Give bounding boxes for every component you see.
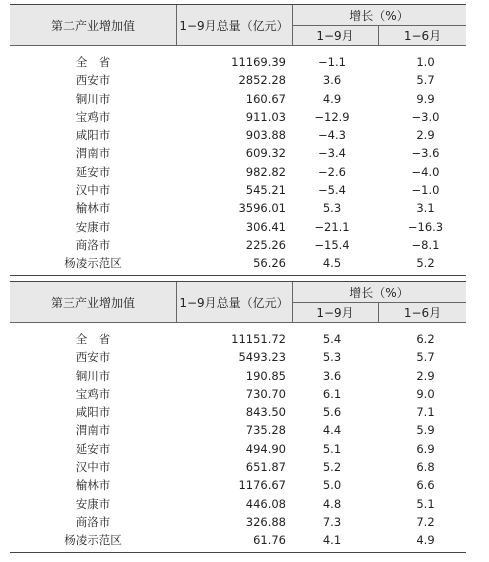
table-row bbox=[10, 440, 466, 458]
region-name: 汉中市 bbox=[75, 460, 111, 475]
growth-1-6-value: 2.9 bbox=[416, 128, 435, 143]
growth-1-6-value: 1.0 bbox=[416, 55, 435, 69]
growth-1-9-value: 3.6 bbox=[322, 368, 342, 383]
region-name: 全 省 bbox=[75, 55, 111, 69]
region-name: 汉中市 bbox=[75, 183, 111, 198]
total-value: 2852.28 bbox=[238, 73, 286, 88]
growth-1-9-value: 5.6 bbox=[322, 405, 342, 420]
growth-1-6-value: 5.1 bbox=[416, 496, 435, 511]
total-value: 730.70 bbox=[245, 386, 286, 401]
growth-1-6-value: −3.0 bbox=[411, 109, 440, 124]
table-row bbox=[10, 163, 466, 181]
total-value: 843.50 bbox=[245, 405, 286, 420]
growth-1-6-value: −4.0 bbox=[411, 164, 440, 179]
region-name: 延安市 bbox=[75, 164, 111, 179]
total-header: 1−9月总量（亿元） bbox=[176, 282, 293, 322]
growth-1-9-value: 5.4 bbox=[322, 332, 342, 346]
table-row bbox=[10, 458, 466, 476]
growth-1-9-value: −2.6 bbox=[318, 164, 346, 179]
total-value: 545.21 bbox=[245, 183, 286, 198]
table-row bbox=[10, 367, 466, 385]
region-name: 延安市 bbox=[75, 441, 111, 456]
growth-1-9-value: 6.1 bbox=[322, 386, 342, 401]
growth-sub-header-1-6: 1−6月 bbox=[403, 29, 442, 43]
total-header: 1−9月总量（亿元） bbox=[176, 5, 293, 45]
region-name: 商洛市 bbox=[75, 237, 111, 252]
growth-1-9-value: 4.4 bbox=[322, 423, 342, 438]
region-name: 渭南市 bbox=[75, 423, 111, 438]
growth-1-9-value: −4.3 bbox=[318, 128, 346, 143]
table-row bbox=[10, 421, 466, 439]
region-name: 宝鸡市 bbox=[75, 386, 111, 401]
growth-header: 增长（%） bbox=[292, 282, 466, 303]
table-row bbox=[10, 330, 466, 348]
growth-1-9-value: 4.8 bbox=[322, 496, 342, 511]
total-value: 911.03 bbox=[245, 109, 286, 124]
table-body bbox=[10, 323, 466, 553]
table-row bbox=[10, 513, 466, 531]
region-name: 商洛市 bbox=[75, 514, 111, 529]
growth-1-6-value: −16.3 bbox=[407, 219, 444, 234]
region-name: 杨凌示范区 bbox=[64, 256, 122, 271]
total-value: 225.26 bbox=[245, 237, 286, 252]
total-value: 1176.67 bbox=[238, 478, 286, 493]
region-name: 榆林市 bbox=[75, 201, 111, 216]
region-name: 全 省 bbox=[75, 332, 111, 346]
growth-1-6-value: 7.1 bbox=[416, 405, 435, 420]
table-row bbox=[10, 218, 466, 236]
total-value: 306.41 bbox=[245, 219, 286, 234]
table-row bbox=[10, 199, 466, 217]
table-header bbox=[10, 281, 466, 323]
total-value: 903.88 bbox=[245, 128, 286, 143]
total-value: 160.67 bbox=[245, 91, 286, 106]
growth-1-6-value: 2.9 bbox=[416, 368, 435, 383]
table-row bbox=[10, 181, 466, 199]
growth-sub-header-1-6: 1−6月 bbox=[403, 306, 442, 320]
total-value: 190.85 bbox=[245, 368, 286, 383]
growth-1-6-value: 6.2 bbox=[416, 332, 435, 346]
table-row bbox=[10, 108, 466, 126]
growth-1-6-value: 7.2 bbox=[416, 514, 435, 529]
total-value: 494.90 bbox=[245, 441, 286, 456]
table-row bbox=[10, 385, 466, 403]
total-value: 61.76 bbox=[253, 533, 286, 548]
table-row bbox=[10, 144, 466, 162]
total-value: 11169.39 bbox=[231, 55, 286, 69]
growth-sub-header-1-9: 1−9月 bbox=[292, 26, 379, 45]
region-name: 铜川市 bbox=[75, 368, 111, 383]
growth-header: 增长（%） bbox=[292, 5, 466, 26]
growth-1-6-value: −8.1 bbox=[411, 237, 440, 252]
region-name: 渭南市 bbox=[75, 146, 111, 161]
total-value: 326.88 bbox=[245, 514, 286, 529]
region-name: 杨凌示范区 bbox=[64, 533, 122, 548]
growth-1-9-value: 4.9 bbox=[322, 91, 342, 106]
growth-1-9-value: 3.6 bbox=[322, 73, 342, 88]
growth-1-9-value: 5.0 bbox=[322, 478, 342, 493]
growth-1-9-value: −1.1 bbox=[318, 55, 346, 69]
total-value: 651.87 bbox=[245, 460, 286, 475]
growth-1-9-value: −3.4 bbox=[318, 146, 346, 161]
table-row bbox=[10, 126, 466, 144]
total-value: 5493.23 bbox=[238, 350, 286, 365]
table-row bbox=[10, 90, 466, 108]
region-name: 西安市 bbox=[75, 350, 111, 365]
category-header: 第三产业增加值 bbox=[10, 282, 177, 322]
table-header bbox=[10, 4, 466, 46]
table-row bbox=[10, 53, 466, 71]
total-value: 446.08 bbox=[245, 496, 286, 511]
growth-1-6-value: −1.0 bbox=[411, 183, 440, 198]
table-row bbox=[10, 403, 466, 421]
region-name: 西安市 bbox=[75, 73, 111, 88]
secondary-industry-table bbox=[10, 4, 466, 276]
table-row bbox=[10, 476, 466, 494]
growth-1-9-value: 4.5 bbox=[322, 256, 342, 271]
growth-1-6-value: 3.1 bbox=[416, 201, 435, 216]
growth-1-6-value: 6.8 bbox=[416, 460, 435, 475]
growth-1-9-value: 4.1 bbox=[322, 533, 342, 548]
growth-1-9-value: −15.4 bbox=[314, 237, 350, 252]
region-name: 铜川市 bbox=[75, 91, 111, 106]
growth-1-6-value: 4.9 bbox=[416, 533, 435, 548]
table-row bbox=[10, 71, 466, 89]
growth-1-9-value: −21.1 bbox=[314, 219, 350, 234]
table-row bbox=[10, 254, 466, 272]
growth-1-6-value: 5.7 bbox=[416, 73, 435, 88]
total-value: 609.32 bbox=[245, 146, 286, 161]
region-name: 安康市 bbox=[75, 496, 111, 511]
growth-1-9-value: −5.4 bbox=[318, 183, 346, 198]
region-name: 咸阳市 bbox=[75, 405, 111, 420]
region-name: 榆林市 bbox=[75, 478, 111, 493]
growth-1-6-value: 5.2 bbox=[416, 256, 435, 271]
total-value: 735.28 bbox=[245, 423, 286, 438]
growth-1-9-value: 5.3 bbox=[322, 350, 342, 365]
growth-1-9-value: 5.1 bbox=[322, 441, 342, 456]
growth-1-9-value: 7.3 bbox=[322, 514, 342, 529]
region-name: 宝鸡市 bbox=[75, 109, 111, 124]
growth-1-9-value: 5.2 bbox=[322, 460, 342, 475]
growth-1-6-value: 5.7 bbox=[416, 350, 435, 365]
growth-1-6-value: 6.6 bbox=[416, 478, 435, 493]
growth-1-6-value: 9.0 bbox=[416, 386, 435, 401]
region-name: 咸阳市 bbox=[75, 128, 111, 143]
growth-1-6-value: 5.9 bbox=[416, 423, 435, 438]
total-value: 56.26 bbox=[253, 256, 286, 271]
growth-1-6-value: −3.6 bbox=[411, 146, 440, 161]
table-body bbox=[10, 46, 466, 276]
growth-1-9-value: −12.9 bbox=[314, 109, 350, 124]
growth-sub-header-1-9: 1−9月 bbox=[292, 303, 379, 322]
total-value: 3596.01 bbox=[238, 201, 286, 216]
table-row bbox=[10, 531, 466, 549]
table-row bbox=[10, 236, 466, 254]
region-name: 安康市 bbox=[75, 219, 111, 234]
total-value: 11151.72 bbox=[231, 332, 286, 346]
table-row bbox=[10, 495, 466, 513]
growth-1-6-value: 9.9 bbox=[416, 91, 435, 106]
tertiary-industry-table bbox=[10, 281, 466, 553]
growth-1-9-value: 5.3 bbox=[322, 201, 342, 216]
growth-1-6-value: 6.9 bbox=[416, 441, 435, 456]
category-header: 第二产业增加值 bbox=[10, 5, 177, 45]
table-row bbox=[10, 348, 466, 366]
total-value: 982.82 bbox=[245, 164, 286, 179]
